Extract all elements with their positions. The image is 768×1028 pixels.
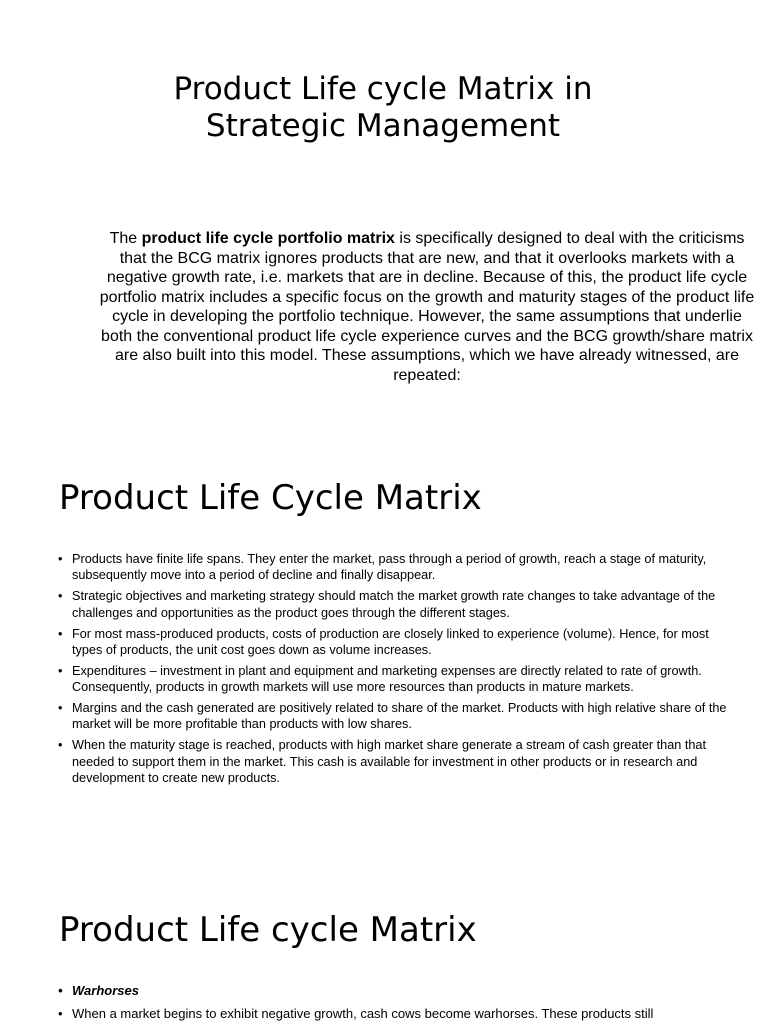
intro-body: is specifically designed to deal with the criticisms that the BCG matrix ignores products that are new, and that it overlooks markets with a negative growth rate, i.e. markets that are in decline. Because of this, the product life cycle portfolio matrix includes a specific focus on the growth and maturity stages of the product life cycle in developing the portfolio technique. However, the same assumptions that underlie both the conventional product life cycle experience curves and the BCG growth/share matrix are also built into this model. These assumptions, which we have already witnessed, are repeated: [99,230,755,384]
warhorses-list [72,982,736,1028]
list-item: • When a market begins to exhibit negative growth, cash cows become warhorses. These products still [72,1005,736,1022]
list-item: • Margins and the cash generated are positively related to share of the market. Products with high relative share of the market will be more profitable than products with low shares. [72,700,736,733]
section-title-warhorses: Product Life cycle Matrix [59,910,477,950]
intro-lead: The [109,230,142,247]
assumptions-list [72,551,736,791]
list-item: • Products have finite life spans. They enter the market, pass through a period of growth, reach a stage of maturity, subsequently move into a period of decline and finally disappear. [72,551,736,584]
list-item: • For most mass-produced products, costs of production are closely linked to experience (volume). Hence, for most types of products, the unit cost goes down as volume increases. [72,626,736,659]
list-item: • When the maturity stage is reached, products with high market share generate a stream of cash greater than that needed to support them in the market. This cash is available for investment in other products or in research and development to create new products. [72,737,736,786]
intro-bold-term: product life cycle portfolio matrix [141,230,395,247]
section-title-assumptions: Product Life Cycle Matrix [59,478,482,518]
list-item: • Strategic objectives and marketing strategy should match the market growth rate changes to take advantage of the challenges and opportunities as the product goes through the different stages. [72,588,736,621]
intro-paragraph [98,229,756,385]
slide-title: Product Life cycle Matrix in Strategic Management [173,71,593,144]
list-item-heading: • Warhorses [72,982,736,999]
list-item: • Expenditures – investment in plant and equipment and marketing expenses are directly related to rate of growth. Consequently, products in growth markets will use more resources than products in mature markets. [72,663,736,696]
